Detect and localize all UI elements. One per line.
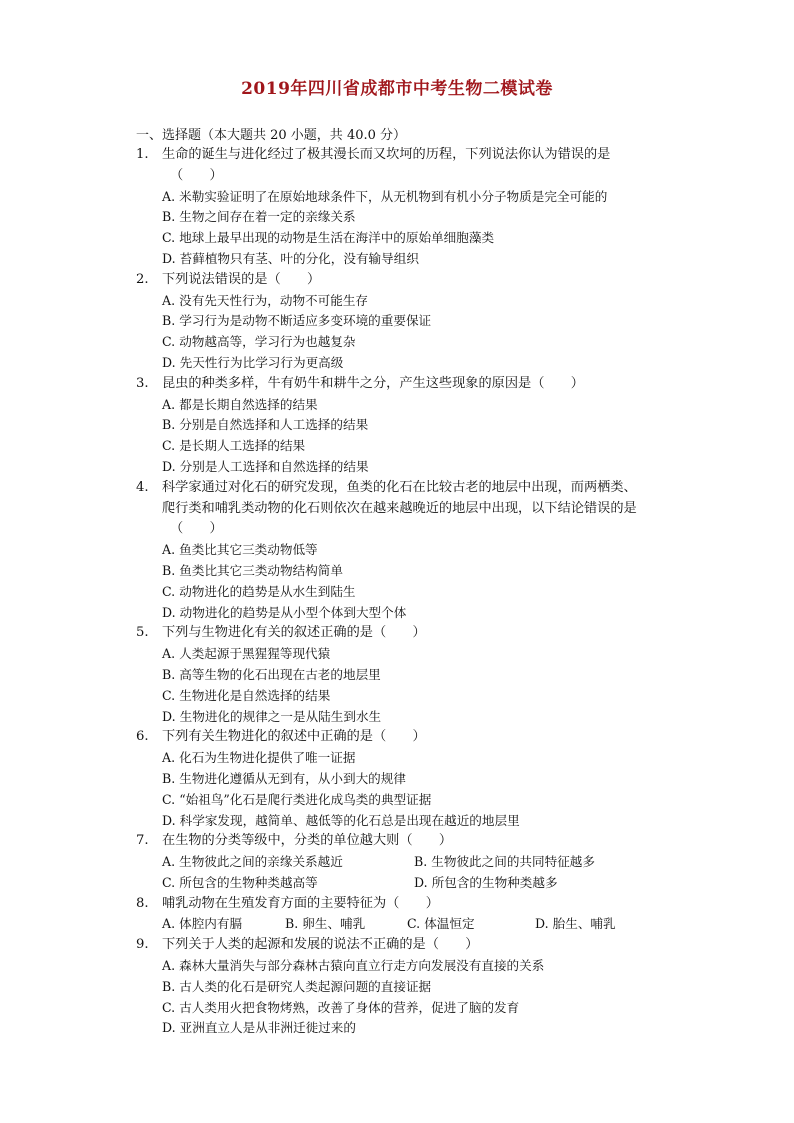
question-stem (136, 145, 696, 187)
question-stem-line: 昆虫的种类多样，牛有奶牛和耕牛之分，产生这些现象的原因是（ ） (162, 375, 584, 391)
question-stem-line: （ ） (170, 167, 223, 183)
question-stem-line: 爬行类和哺乳类动物的化石则依次在越来越晚近的地层中出现，以下结论错误的是 (162, 500, 637, 516)
answer-option: B. 生物彼此之间的共同特征越多 (414, 854, 595, 870)
answer-option: C. 所包含的生物种类越高等 (162, 874, 318, 890)
question-stem-line: 下列关于人类的起源和发展的说法不正确的是（ ） (162, 937, 479, 953)
answer-option: D. 苔藓植物只有茎、叶的分化，没有输导组织 (162, 250, 419, 266)
question-2 (136, 270, 696, 374)
answer-option: A. 米勒实验证明了在原始地球条件下，从无机物到有机小分子物质是完全可能的 (162, 188, 608, 204)
question-stem (136, 894, 696, 915)
answer-option: C. 是长期人工选择的结果 (162, 438, 306, 454)
answer-option: D. 胎生、哺乳 (535, 916, 616, 932)
answer-option: C. 古人类用火把食物烤熟，改善了身体的营养，促进了脑的发育 (162, 999, 520, 1015)
section-heading: 一、选择题（本大题共 20 小题，共 40.0 分） (136, 128, 407, 143)
question-stem (136, 623, 696, 644)
question-stem-line: 哺乳动物在生殖发育方面的主要特征为（ ） (162, 895, 439, 911)
question-4 (136, 478, 696, 624)
question-stem (136, 478, 696, 540)
answer-option: B. 古人类的化石是研究人类起源问题的直接证据 (162, 978, 432, 994)
question-7 (136, 831, 696, 893)
exam-title: 2019年四川省成都市中考生物二模试卷 (241, 79, 553, 99)
question-stem (136, 270, 696, 291)
question-1 (136, 145, 696, 270)
answer-option: B. 鱼类比其它三类动物结构简单 (162, 562, 343, 578)
answer-option: A. 人类起源于黑猩猩等现代猿 (162, 646, 331, 662)
answer-option: A. 都是长期自然选择的结果 (162, 396, 318, 412)
answer-option: C. “始祖鸟”化石是爬行类进化成鸟类的典型证据 (162, 791, 432, 807)
question-number: 9. (136, 937, 149, 953)
answer-option: B. 学习行为是动物不断适应多变环境的重要保证 (162, 313, 432, 329)
answer-option: A. 化石为生物进化提供了唯一证据 (162, 750, 356, 766)
question-8 (136, 894, 696, 936)
question-stem-line: 在生物的分类等级中，分类的单位越大则（ ） (162, 833, 453, 849)
question-stem-line: 科学家通过对化石的研究发现，鱼类的化石在比较古老的地层中出现，而两栖类、 (162, 479, 637, 495)
answer-option: D. 动物进化的趋势是从小型个体到大型个体 (162, 604, 407, 620)
answer-options-grid (136, 852, 696, 894)
answer-option: B. 卵生、哺乳 (285, 916, 366, 932)
answer-option: C. 动物越高等，学习行为也越复杂 (162, 334, 356, 350)
answer-option: B. 生物进化遵循从无到有，从小到大的规律 (162, 770, 406, 786)
question-stem (136, 935, 696, 956)
answer-option: B. 生物之间存在着一定的亲缘关系 (162, 209, 356, 225)
question-number: 5. (136, 625, 149, 641)
answer-option: A. 森林大量消失与部分森林古猿向直立行走方向发展没有直接的关系 (162, 958, 545, 974)
answer-option: C. 生物进化是自然选择的结果 (162, 687, 331, 703)
answer-option: D. 分别是人工选择和自然选择的结果 (162, 458, 369, 474)
answer-option: D. 所包含的生物种类越多 (414, 874, 558, 890)
question-stem-line: 生命的诞生与进化经过了极其漫长而又坎坷的历程，下列说法你认为错误的是 (162, 147, 611, 162)
question-stem-line: 下列有关生物进化的叙述中正确的是（ ） (162, 729, 426, 745)
question-stem (136, 374, 696, 395)
answer-option: C. 体温恒定 (407, 916, 475, 932)
question-9 (136, 935, 696, 1039)
answer-option: C. 动物进化的趋势是从水生到陆生 (162, 583, 356, 599)
answer-options-row (136, 914, 696, 935)
answer-option: B. 高等生物的化石出现在古老的地层里 (162, 666, 381, 682)
question-number: 1. (136, 147, 149, 162)
answer-option: D. 先天性行为比学习行为更高级 (162, 354, 344, 370)
question-number: 8. (136, 895, 149, 911)
question-list (136, 145, 696, 1039)
answer-option: A. 鱼类比其它三类动物低等 (162, 542, 318, 558)
answer-option: D. 生物进化的规律之一是从陆生到水生 (162, 708, 382, 724)
question-number: 4. (136, 479, 149, 495)
question-3 (136, 374, 696, 478)
question-stem (136, 727, 696, 748)
answer-option: A. 没有先天性行为，动物不可能生存 (162, 292, 369, 308)
question-stem-line: 下列说法错误的是（ ） (162, 271, 321, 287)
question-stem-line: （ ） (170, 521, 223, 537)
question-6 (136, 727, 696, 831)
answer-option: D. 亚洲直立人是从非洲迁徙过来的 (162, 1020, 356, 1036)
answer-option: C. 地球上最早出现的动物是生活在海洋中的原始单细胞藻类 (162, 230, 495, 246)
answer-option: A. 体腔内有膈 (162, 916, 243, 932)
question-stem-line: 下列与生物进化有关的叙述正确的是（ ） (162, 625, 426, 641)
answer-option: D. 科学家发现，越简单、越低等的化石总是出现在越近的地层里 (162, 812, 520, 828)
answer-option: A. 生物彼此之间的亲缘关系越近 (162, 854, 343, 870)
question-stem (136, 831, 696, 852)
question-number: 3. (136, 375, 149, 391)
question-number: 7. (136, 833, 149, 849)
answer-option: B. 分别是自然选择和人工选择的结果 (162, 417, 369, 433)
question-5 (136, 623, 696, 727)
question-number: 2. (136, 271, 149, 287)
question-number: 6. (136, 729, 149, 745)
